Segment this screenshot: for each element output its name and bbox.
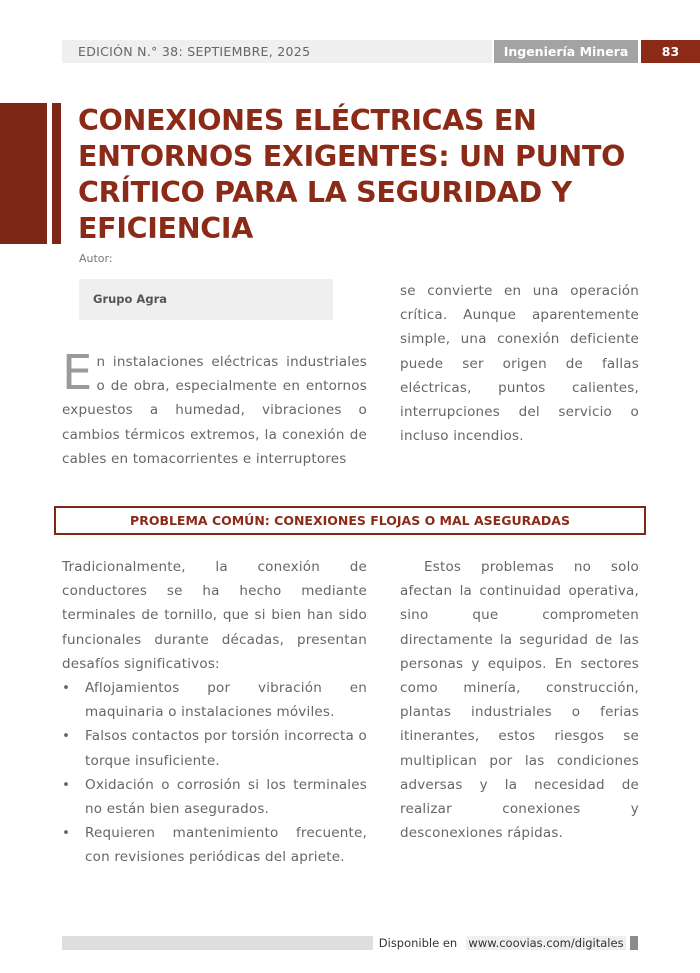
footer-end-mark: [630, 936, 638, 950]
section-tag: Ingeniería Minera: [494, 40, 638, 63]
bullet-item: • Aflojamientos por vibración en maquinaria o instalaciones móviles.: [62, 676, 367, 724]
column-left: [62, 555, 367, 870]
title-decoration-line: [52, 103, 61, 244]
right-paragraph: Estos problemas no solo afectan la continuidad operativa, sino que comprometen directamente la seguridad de las personas y equipos. En sectores como minería, construcción, plantas industriales o ferias itinerantes, estos riesgos se multiplican por las condiciones adversas y la necesidad de realizar conexiones y desconexiones rápidas.: [400, 559, 639, 842]
author-box: [79, 279, 333, 320]
intro-paragraph-right: se convierte en una operación crítica. Aunque aparentemente simple, una conexión deficiente puede ser origen de fallas eléctricas, puntos calientes, interrupciones del servicio o incluso incendios.: [400, 283, 639, 445]
edition-label: EDICIÓN N.° 38: SEPTIEMBRE, 2025: [78, 44, 311, 59]
author-name: Grupo Agra: [93, 292, 167, 306]
footer-label: Disponible en: [376, 936, 460, 950]
bullet-item: • Oxidación o corrosión si los terminales no están bien asegurados.: [62, 773, 367, 821]
page-number: 83: [641, 40, 700, 63]
title-decoration-block: [0, 103, 47, 244]
bullet-item: • Falsos contactos por torsión incorrecta o torque insuficiente.: [62, 724, 367, 772]
footer-url-link[interactable]: www.coovias.com/digitales: [466, 936, 626, 950]
bullet-list: [62, 676, 367, 870]
footer-bar: [62, 936, 373, 950]
intro-text-left: n instalaciones eléctricas industriales o de obra, especialmente en entornos expuestos a humedad, vibraciones o cambios térmicos extremos, la conexión de cables en tomacorrientes e interruptores: [62, 354, 367, 467]
article-title: CONEXIONES ELÉCTRICAS EN ENTORNOS EXIGENTES: UN PUNTO CRÍTICO PARA LA SEGURIDAD Y EFICIENCIA: [78, 104, 626, 245]
author-label: Autor:: [79, 252, 113, 265]
drop-cap: E: [62, 345, 93, 401]
intro-paragraph-left: [62, 345, 367, 471]
left-paragraph: Tradicionalmente, la conexión de conductores se ha hecho mediante terminales de tornillo, que si bien han sido funcionales durante décadas, presentan desafíos significativos:: [62, 559, 367, 672]
section-heading: PROBLEMA COMÚN: CONEXIONES FLOJAS O MAL ASEGURADAS: [54, 506, 646, 535]
bullet-item: • Requieren mantenimiento frecuente, con revisiones periódicas del apriete.: [62, 821, 367, 869]
